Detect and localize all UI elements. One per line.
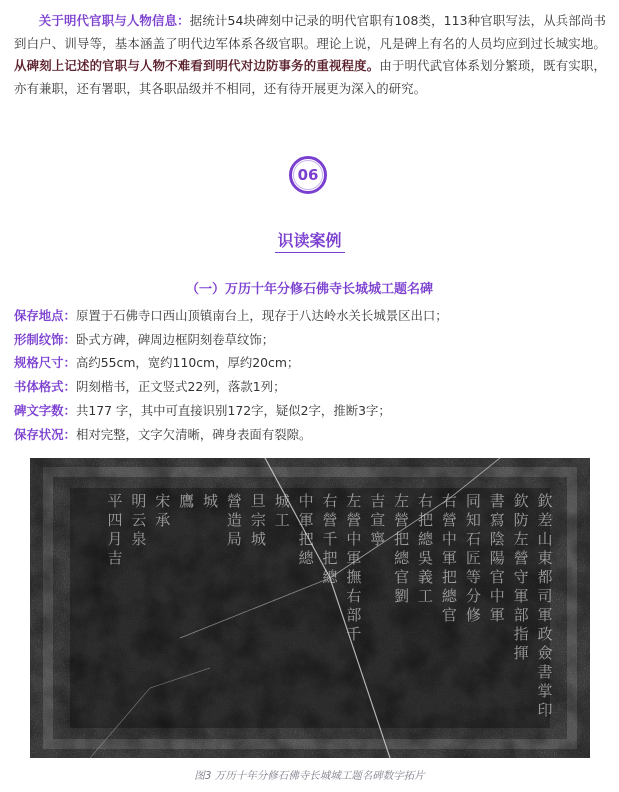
fact-label: 形制纹饰： xyxy=(14,331,76,347)
inscription-char: 欽 xyxy=(537,492,553,510)
inscription-column xyxy=(107,492,122,567)
inscription-char: 書 xyxy=(537,663,553,681)
inscription-column xyxy=(299,492,315,567)
inscription-char: 石 xyxy=(465,530,481,548)
fact-row-script xyxy=(14,375,606,399)
fact-value: 阴刻楷书，正文竖式22列，落款1列； xyxy=(75,379,286,395)
inscription-char: 中 xyxy=(441,530,457,548)
inscription-column xyxy=(370,492,385,548)
inscription-char: 修 xyxy=(465,606,481,624)
inscription-char: 政 xyxy=(537,625,553,643)
inscription-char: 營 xyxy=(226,492,242,510)
inscription-char: 中 xyxy=(298,492,314,510)
inscription-char: 總 xyxy=(298,549,314,567)
inscription-char: 吳 xyxy=(418,549,434,567)
inscription-char: 右 xyxy=(418,492,434,510)
inscription-char: 中 xyxy=(346,530,362,548)
inscription-char: 吉 xyxy=(107,549,123,567)
inscription-char: 把 xyxy=(418,511,434,529)
inscription-char: 總 xyxy=(441,587,457,605)
inscription-char: 營 xyxy=(346,511,362,529)
inscription-char: 部 xyxy=(513,606,529,624)
inscription-char: 千 xyxy=(346,625,362,643)
fact-value: 卧式方碑，碑周边框阴刻卷草纹饰； xyxy=(75,331,275,347)
inscription-char: 知 xyxy=(465,511,481,529)
inscription-char: 吉 xyxy=(370,492,386,510)
inscription-column xyxy=(537,492,552,719)
inscription-char: 千 xyxy=(322,530,338,548)
inscription-column xyxy=(179,492,194,510)
inscription-char: 鷹 xyxy=(179,492,195,510)
inscription-char: 營 xyxy=(394,511,410,529)
inscription-char: 僉 xyxy=(537,644,553,662)
inscription-column xyxy=(394,492,410,605)
section-title-underline xyxy=(275,252,345,253)
fact-row-char-count xyxy=(14,399,606,423)
inscription-char: 東 xyxy=(537,549,553,567)
inscription-column xyxy=(155,492,170,529)
inscription-char: 官 xyxy=(489,568,505,586)
inscription-char: 撫 xyxy=(346,568,362,586)
inscription-char: 陽 xyxy=(489,549,505,567)
inscription-char: 都 xyxy=(537,568,553,586)
inscription-char: 營 xyxy=(322,511,338,529)
inscription-char: 守 xyxy=(513,568,529,586)
inscription-char: 軍 xyxy=(489,606,505,624)
inscription-char: 造 xyxy=(226,511,242,529)
inscription-char: 平 xyxy=(107,492,123,510)
fact-value: 相对完整，文字欠清晰，碑身表面有裂隙。 xyxy=(75,426,312,442)
inscription-char: 城 xyxy=(203,492,219,510)
inscription-char: 宣 xyxy=(370,511,386,529)
inscription-char: 把 xyxy=(322,549,338,567)
inscription-char: 陰 xyxy=(489,530,505,548)
inscription-char: 書 xyxy=(489,492,505,510)
inscription-char: 分 xyxy=(465,587,481,605)
inscription-char: 部 xyxy=(346,606,362,624)
inscription-char: 旦 xyxy=(250,492,266,510)
inscription-column xyxy=(203,492,218,510)
fact-label: 碑文字数： xyxy=(14,402,76,418)
fact-label: 保存状况： xyxy=(14,426,76,442)
inscription-char: 官 xyxy=(394,568,410,586)
section-title: 识读案例 xyxy=(277,231,342,250)
inscription-char: 宋 xyxy=(155,492,171,510)
inscription-char: 指 xyxy=(513,625,529,643)
intro-paragraph xyxy=(14,10,606,100)
inscription-char: 右 xyxy=(441,492,457,510)
inscription-char: 局 xyxy=(226,530,242,548)
section-number: 06 xyxy=(293,160,323,190)
inscription-char: 左 xyxy=(513,530,529,548)
inscription-column xyxy=(418,492,434,605)
inscription-char: 寧 xyxy=(370,530,386,548)
inscription-char: 中 xyxy=(489,587,505,605)
inscription-char: 把 xyxy=(441,568,457,586)
inscription-char: 總 xyxy=(322,568,338,586)
inscription-char: 寫 xyxy=(489,511,505,529)
fact-row-location xyxy=(14,304,606,328)
inscription-char: 義 xyxy=(418,568,434,586)
inscription-char: 泉 xyxy=(131,530,147,548)
inscription-char: 左 xyxy=(346,492,362,510)
inscription-char: 工 xyxy=(418,587,434,605)
inscription-char: 差 xyxy=(537,511,553,529)
fact-label: 书体格式： xyxy=(14,379,76,395)
intro-heading: 关于明代官职与人物信息： xyxy=(38,13,190,28)
inscription-char: 掌 xyxy=(537,682,553,700)
inscription-char: 云 xyxy=(131,511,147,529)
inscription-char: 劉 xyxy=(394,587,410,605)
inscription-char: 營 xyxy=(513,549,529,567)
inscription-char: 總 xyxy=(394,549,410,567)
intro-emphasis: 从碑刻上记述的官职与人物不难看到明代对边防事务的重视程度。 xyxy=(14,58,380,73)
inscription-char: 左 xyxy=(394,492,410,510)
inscription-column xyxy=(490,492,505,624)
fact-row-condition xyxy=(14,423,606,447)
inscription-char: 城 xyxy=(274,492,290,510)
inscription-column xyxy=(322,492,338,586)
stele-facts-list xyxy=(14,304,606,446)
inscription-char: 匠 xyxy=(465,549,481,567)
inscription-char: 把 xyxy=(298,530,314,548)
figure-caption: 图3 万历十年分修石佛寺长城城工题名碑数字拓片 xyxy=(194,770,425,782)
inscription-char: 防 xyxy=(513,511,529,529)
inscription-char: 軍 xyxy=(441,549,457,567)
intro-text-2: 由于明代武官体系划分繁琐，既有实职，亦有兼职，还有署职，其各职品级并不相同，还有待开展更为深入的研究。 xyxy=(14,58,606,96)
inscription-char: 司 xyxy=(537,587,553,605)
rubbing-drawing xyxy=(30,458,590,758)
inscription-char: 宗 xyxy=(250,511,266,529)
inscription-char: 軍 xyxy=(513,587,529,605)
inscription-column xyxy=(251,492,266,548)
inscription-column xyxy=(275,492,290,529)
intro-text-1: 据统计54块碑刻中记录的明代官职有108类，113种官职写法，从兵部尚书到白户、训导等，基本涵盖了明代边军体系各级官职。理论上说，凡是碑上有名的人员均应到过长城实地。 xyxy=(14,13,606,51)
inscription-column xyxy=(131,492,146,548)
fact-label: 保存地点： xyxy=(14,308,76,323)
inscription-char: 承 xyxy=(155,511,171,529)
fact-value: 原置于石佛寺口西山顶镇南台上，现存于八达岭水关长城景区出口； xyxy=(75,308,448,323)
fact-row-form xyxy=(14,328,606,352)
inscription-char: 軍 xyxy=(346,549,362,567)
inscription-char: 等 xyxy=(465,568,481,586)
inscription-column xyxy=(514,492,529,662)
inscription-char: 印 xyxy=(537,701,553,719)
inscription-char: 月 xyxy=(107,530,123,548)
inscription-char: 山 xyxy=(537,530,553,548)
inscription-char: 右 xyxy=(346,587,362,605)
inscription-column xyxy=(227,492,242,548)
fact-row-size xyxy=(14,351,606,375)
inscription-column xyxy=(442,492,458,624)
fact-value: 共177 字，其中可直接识别172字，疑似2字，推断3字； xyxy=(75,402,391,418)
stele-rubbing-image xyxy=(30,458,590,758)
inscription-char: 欽 xyxy=(513,492,529,510)
inscription-char: 四 xyxy=(107,511,123,529)
inscription-char: 同 xyxy=(465,492,481,510)
inscription-char: 揮 xyxy=(513,644,529,662)
inscription-column xyxy=(466,492,481,624)
inscription-char: 軍 xyxy=(298,511,314,529)
inscription-char: 軍 xyxy=(537,606,553,624)
inscription-char: 右 xyxy=(322,492,338,510)
inscription-char: 總 xyxy=(418,530,434,548)
inscription-char: 明 xyxy=(131,492,147,510)
fact-value: 高约55cm，宽约110cm，厚约20cm； xyxy=(75,355,300,371)
inscription-column xyxy=(346,492,362,643)
inscription-char: 官 xyxy=(441,606,457,624)
case-subtitle: （一）万历十年分修石佛寺长城城工题名碑 xyxy=(185,282,433,297)
inscription-char: 把 xyxy=(394,530,410,548)
inscription-char: 城 xyxy=(250,530,266,548)
inscription-char: 營 xyxy=(441,511,457,529)
inscription-char: 工 xyxy=(274,511,290,529)
fact-label: 规格尺寸： xyxy=(14,355,76,371)
